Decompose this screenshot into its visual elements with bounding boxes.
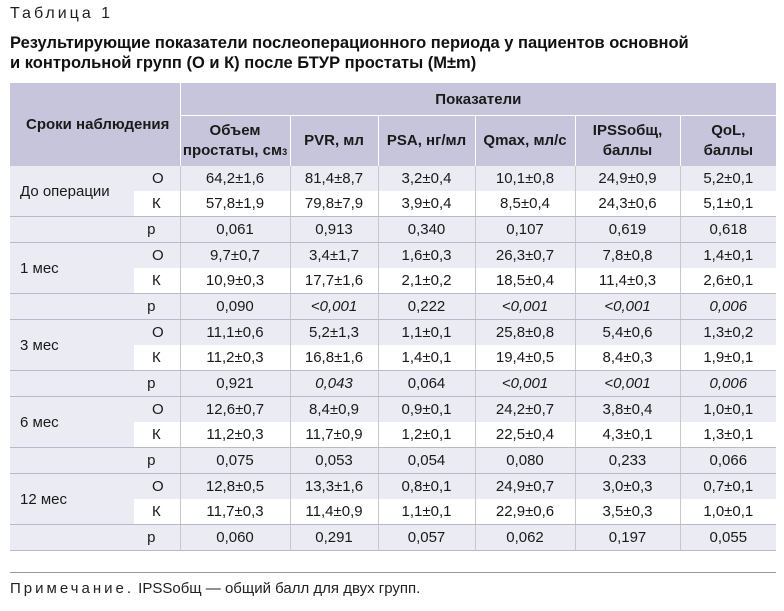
- value-cell: 1,1±0,1: [378, 320, 475, 346]
- header-col-1: [290, 116, 378, 167]
- value-cell: 12,6±0,7: [180, 397, 290, 423]
- header-col-line1: Объем: [209, 122, 261, 139]
- value-cell: 25,8±0,8: [475, 320, 575, 346]
- value-cell: 0,921: [180, 371, 290, 397]
- period-label: 1 мес: [10, 243, 134, 294]
- value-cell: <0,001: [290, 294, 378, 320]
- header-col-line2: [576, 141, 680, 161]
- period-label: 6 мес: [10, 397, 134, 448]
- value-cell: 0,062: [475, 525, 575, 551]
- period-label: 12 мес: [10, 474, 134, 525]
- group-label: К: [134, 499, 180, 525]
- value-cell: 9,7±0,7: [180, 243, 290, 269]
- value-cell: 0,064: [378, 371, 475, 397]
- value-cell: 8,4±0,9: [290, 397, 378, 423]
- value-cell: 0,054: [378, 448, 475, 474]
- period-label: До операции: [10, 166, 134, 217]
- value-cell: 11,2±0,3: [180, 422, 290, 448]
- value-cell: 10,9±0,3: [180, 268, 290, 294]
- value-cell: <0,001: [575, 294, 680, 320]
- p-label: p: [10, 217, 180, 243]
- title-line-2: и контрольной групп (О и К) после БТУР простаты (М±m): [10, 54, 477, 72]
- value-cell: 22,9±0,6: [475, 499, 575, 525]
- value-cell: <0,001: [475, 294, 575, 320]
- value-cell: 0,006: [680, 371, 776, 397]
- group-label: К: [134, 191, 180, 217]
- header-col-line1: PVR, мл: [304, 132, 364, 149]
- value-cell: 7,8±0,8: [575, 243, 680, 269]
- value-cell: 57,8±1,9: [180, 191, 290, 217]
- table-row: [10, 166, 776, 191]
- value-cell: 0,043: [290, 371, 378, 397]
- header-col-0: [180, 116, 290, 167]
- value-cell: 13,3±1,6: [290, 474, 378, 500]
- value-cell: 79,8±7,9: [290, 191, 378, 217]
- value-cell: 3,9±0,4: [378, 191, 475, 217]
- value-cell: 0,075: [180, 448, 290, 474]
- p-value-row: [10, 371, 776, 397]
- value-cell: 10,1±0,8: [475, 166, 575, 191]
- group-label: О: [134, 474, 180, 500]
- p-label: p: [10, 525, 180, 551]
- p-label: p: [10, 371, 180, 397]
- value-cell: 11,2±0,3: [180, 345, 290, 371]
- value-cell: 1,3±0,2: [680, 320, 776, 346]
- header-col-line2: [681, 141, 777, 161]
- p-value-row: [10, 525, 776, 551]
- group-label: О: [134, 397, 180, 423]
- p-label: p: [10, 448, 180, 474]
- value-cell: 64,2±1,6: [180, 166, 290, 191]
- value-cell: 0,619: [575, 217, 680, 243]
- header-indicators: Показатели: [180, 83, 776, 116]
- value-cell: 0,340: [378, 217, 475, 243]
- header-col-3: [475, 116, 575, 167]
- group-label: К: [134, 422, 180, 448]
- header-col-line2-text: баллы: [602, 142, 653, 159]
- value-cell: 24,2±0,7: [475, 397, 575, 423]
- value-cell: <0,001: [475, 371, 575, 397]
- value-cell: 5,1±0,1: [680, 191, 776, 217]
- value-cell: 11,7±0,3: [180, 499, 290, 525]
- value-cell: 3,4±1,7: [290, 243, 378, 269]
- value-cell: 0,222: [378, 294, 475, 320]
- value-cell: 0,060: [180, 525, 290, 551]
- value-cell: 1,2±0,1: [378, 422, 475, 448]
- note-text: IPSSобщ — общий балл для двух групп.: [134, 580, 421, 597]
- value-cell: 4,3±0,1: [575, 422, 680, 448]
- value-cell: 0,053: [290, 448, 378, 474]
- value-cell: 0,233: [575, 448, 680, 474]
- value-cell: 5,2±1,3: [290, 320, 378, 346]
- header-col-line1: PSA, нг/мл: [386, 132, 467, 149]
- value-cell: 0,055: [680, 525, 776, 551]
- value-cell: 0,8±0,1: [378, 474, 475, 500]
- group-label: К: [134, 268, 180, 294]
- header-col-line2-text: баллы: [703, 142, 754, 159]
- value-cell: 8,4±0,3: [575, 345, 680, 371]
- p-label: p: [10, 294, 180, 320]
- value-cell: 0,090: [180, 294, 290, 320]
- value-cell: 1,9±0,1: [680, 345, 776, 371]
- group-label: К: [134, 345, 180, 371]
- value-cell: 24,9±0,9: [575, 166, 680, 191]
- value-cell: 24,9±0,7: [475, 474, 575, 500]
- header-col-line2: [181, 141, 290, 161]
- value-cell: 5,4±0,6: [575, 320, 680, 346]
- value-cell: 0,061: [180, 217, 290, 243]
- value-cell: 11,4±0,9: [290, 499, 378, 525]
- group-label: О: [134, 243, 180, 269]
- header-col-line2-text: простаты, см: [182, 142, 283, 159]
- value-cell: 17,7±1,6: [290, 268, 378, 294]
- table-note: [10, 580, 420, 597]
- value-cell: 1,3±0,1: [680, 422, 776, 448]
- value-cell: 0,7±0,1: [680, 474, 776, 500]
- value-cell: 1,0±0,1: [680, 499, 776, 525]
- header-col-line1: QoL,: [711, 122, 746, 139]
- value-cell: 12,8±0,5: [180, 474, 290, 500]
- table-row: [10, 474, 776, 500]
- value-cell: 1,4±0,1: [378, 345, 475, 371]
- value-cell: 1,0±0,1: [680, 397, 776, 423]
- value-cell: 5,2±0,1: [680, 166, 776, 191]
- table-label: Таблица 1: [10, 5, 114, 22]
- title-line-1: Результирующие показатели послеоперационного периода у пациентов основной: [10, 34, 689, 52]
- header-col-line1: IPSSобщ,: [592, 122, 663, 139]
- value-cell: 11,1±0,6: [180, 320, 290, 346]
- period-label: 3 мес: [10, 320, 134, 371]
- value-cell: 3,5±0,3: [575, 499, 680, 525]
- p-value-row: [10, 448, 776, 474]
- table-title: [10, 33, 775, 73]
- value-cell: 3,2±0,4: [378, 166, 475, 191]
- value-cell: 18,5±0,4: [475, 268, 575, 294]
- table-row: [10, 243, 776, 269]
- value-cell: 2,6±0,1: [680, 268, 776, 294]
- value-cell: 24,3±0,6: [575, 191, 680, 217]
- value-cell: 0,618: [680, 217, 776, 243]
- value-cell: <0,001: [575, 371, 680, 397]
- value-cell: 0,107: [475, 217, 575, 243]
- value-cell: 0,080: [475, 448, 575, 474]
- value-cell: 0,913: [290, 217, 378, 243]
- header-col-unit-sup: 3: [282, 147, 288, 157]
- header-col-5: [680, 116, 776, 167]
- value-cell: 1,1±0,1: [378, 499, 475, 525]
- value-cell: 8,5±0,4: [475, 191, 575, 217]
- value-cell: 11,7±0,9: [290, 422, 378, 448]
- value-cell: 22,5±0,4: [475, 422, 575, 448]
- value-cell: 26,3±0,7: [475, 243, 575, 269]
- header-col-2: [378, 116, 475, 167]
- header-period: Сроки наблюдения: [10, 83, 180, 166]
- p-value-row: [10, 294, 776, 320]
- header-col-4: [575, 116, 680, 167]
- table-row: [10, 320, 776, 346]
- value-cell: 2,1±0,2: [378, 268, 475, 294]
- value-cell: 16,8±1,6: [290, 345, 378, 371]
- value-cell: 3,8±0,4: [575, 397, 680, 423]
- value-cell: 0,197: [575, 525, 680, 551]
- p-value-row: [10, 217, 776, 243]
- results-table: [10, 83, 776, 551]
- group-label: О: [134, 320, 180, 346]
- value-cell: 0,006: [680, 294, 776, 320]
- group-label: О: [134, 166, 180, 191]
- value-cell: 11,4±0,3: [575, 268, 680, 294]
- table-row: [10, 397, 776, 423]
- value-cell: 19,4±0,5: [475, 345, 575, 371]
- value-cell: 1,4±0,1: [680, 243, 776, 269]
- value-cell: 3,0±0,3: [575, 474, 680, 500]
- value-cell: 0,9±0,1: [378, 397, 475, 423]
- value-cell: 81,4±8,7: [290, 166, 378, 191]
- value-cell: 0,066: [680, 448, 776, 474]
- value-cell: 1,6±0,3: [378, 243, 475, 269]
- header-col-line1: Qmax, мл/с: [483, 132, 567, 149]
- value-cell: 0,057: [378, 525, 475, 551]
- value-cell: 0,291: [290, 525, 378, 551]
- table-bottom-rule: [10, 572, 776, 573]
- note-label: Примечание.: [10, 580, 134, 597]
